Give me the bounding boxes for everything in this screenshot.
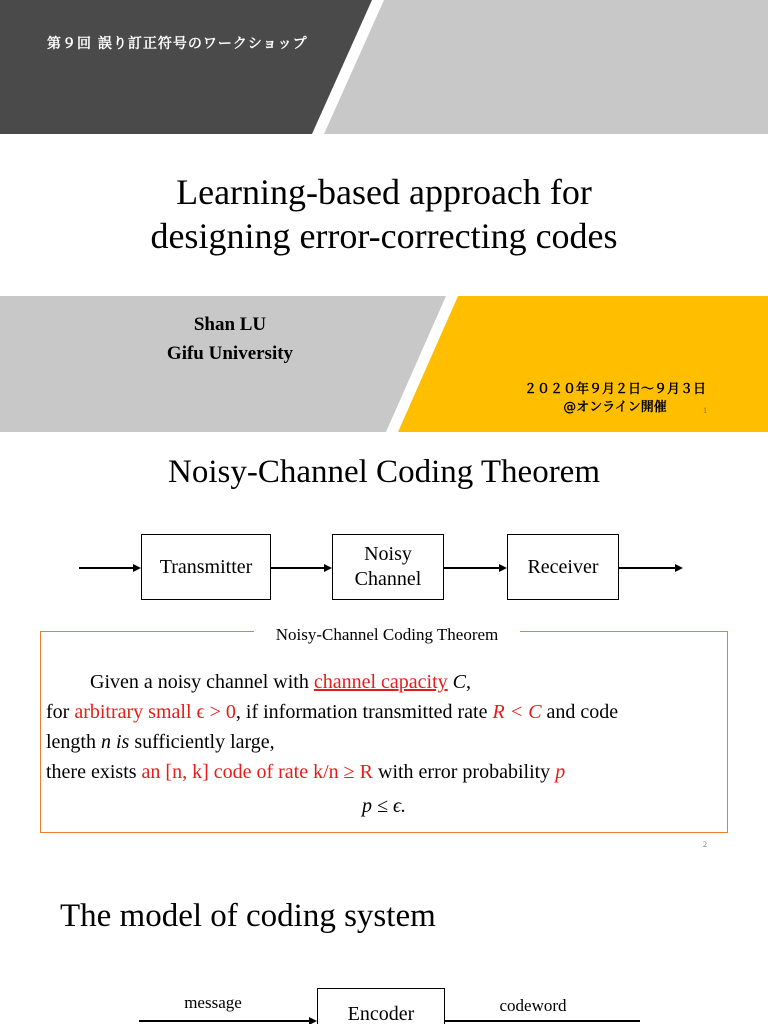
theorem-text-fragment: and code — [541, 701, 619, 723]
channel-capacity-link[interactable]: channel capacity — [313, 671, 448, 693]
slide-3-title: The model of coding system — [60, 898, 436, 934]
slide-2-title: Noisy-Channel Coding Theorem — [168, 454, 600, 490]
tx-to-channel-line — [271, 567, 324, 569]
tx-to-channel-arrowhead — [324, 564, 332, 572]
codeword-label: codeword — [499, 996, 567, 1015]
channel-label-line2: Channel — [354, 568, 422, 590]
author-affiliation: Gifu University — [166, 343, 294, 364]
theorem-text-fragment: for — [46, 701, 75, 723]
capacity-variable: C — [447, 671, 466, 693]
code-rate-condition: an [n, k] code of rate k/n ≥ R — [141, 761, 373, 783]
epsilon-condition: arbitrary small ϵ > 0 — [74, 701, 236, 723]
channel-to-rx-arrowhead — [499, 564, 507, 572]
input-arrow-line — [79, 567, 133, 569]
message-label: message — [184, 993, 242, 1012]
page-number-1: 1 — [703, 406, 707, 415]
event-venue: @オンライン開催 — [563, 400, 667, 415]
message-arrow-line — [139, 1020, 309, 1022]
theorem-text-fragment: with error probability — [373, 761, 556, 783]
channel-label-line1: Noisy — [364, 543, 412, 565]
theorem-legend: Noisy-Channel Coding Theorem — [254, 625, 520, 645]
event-date: ２０２０年９月２日〜９月３日 — [523, 382, 706, 397]
theorem-line-2 — [46, 697, 722, 727]
gray-header-band — [324, 0, 768, 134]
author-block — [130, 310, 330, 368]
theorem-text-fragment: sufficiently large, — [129, 731, 275, 753]
slide-3 — [0, 864, 768, 1024]
encoder-box — [317, 988, 445, 1024]
dark-header-band — [0, 0, 372, 134]
channel-to-rx-line — [444, 567, 499, 569]
length-variable: n — [101, 731, 111, 753]
slide-1 — [0, 0, 768, 432]
output-arrowhead — [675, 564, 683, 572]
rate-condition: R < C — [492, 701, 542, 723]
theorem-line-5: p ≤ ϵ. — [361, 795, 407, 817]
transmitter-label: Transmitter — [159, 555, 253, 578]
theorem-text-fragment: there exists — [46, 761, 142, 783]
theorem-line-4 — [46, 757, 722, 787]
message-arrowhead — [309, 1017, 317, 1024]
error-probability-variable: p — [555, 761, 566, 783]
theorem-line-3 — [46, 727, 722, 757]
theorem-line-1 — [46, 667, 722, 697]
receiver-label: Receiver — [527, 555, 599, 578]
input-arrowhead — [133, 564, 141, 572]
encoder-label: Encoder — [347, 1002, 415, 1024]
page-number-2: 2 — [703, 840, 707, 849]
slide-2 — [0, 432, 768, 864]
codeword-arrow-line — [445, 1020, 640, 1022]
workshop-header: 第９回 誤り訂正符号のワークショップ — [47, 36, 308, 52]
theorem-text-fragment: Given a noisy channel with — [90, 671, 314, 693]
theorem-text-fragment: is — [111, 731, 130, 753]
output-arrow-line — [619, 567, 675, 569]
author-name: Shan LU — [193, 314, 267, 335]
theorem-text — [46, 667, 722, 821]
slide-title — [0, 170, 768, 258]
title-line-1: Learning-based approach for — [176, 172, 592, 212]
title-line-2: designing error-correcting codes — [150, 216, 618, 256]
theorem-text-fragment: , if information transmitted rate — [235, 701, 493, 723]
receiver-box — [507, 534, 619, 600]
transmitter-box — [141, 534, 271, 600]
theorem-text-fragment: , — [466, 671, 471, 693]
theorem-text-fragment: length — [46, 731, 101, 753]
noisy-channel-box — [332, 534, 444, 600]
